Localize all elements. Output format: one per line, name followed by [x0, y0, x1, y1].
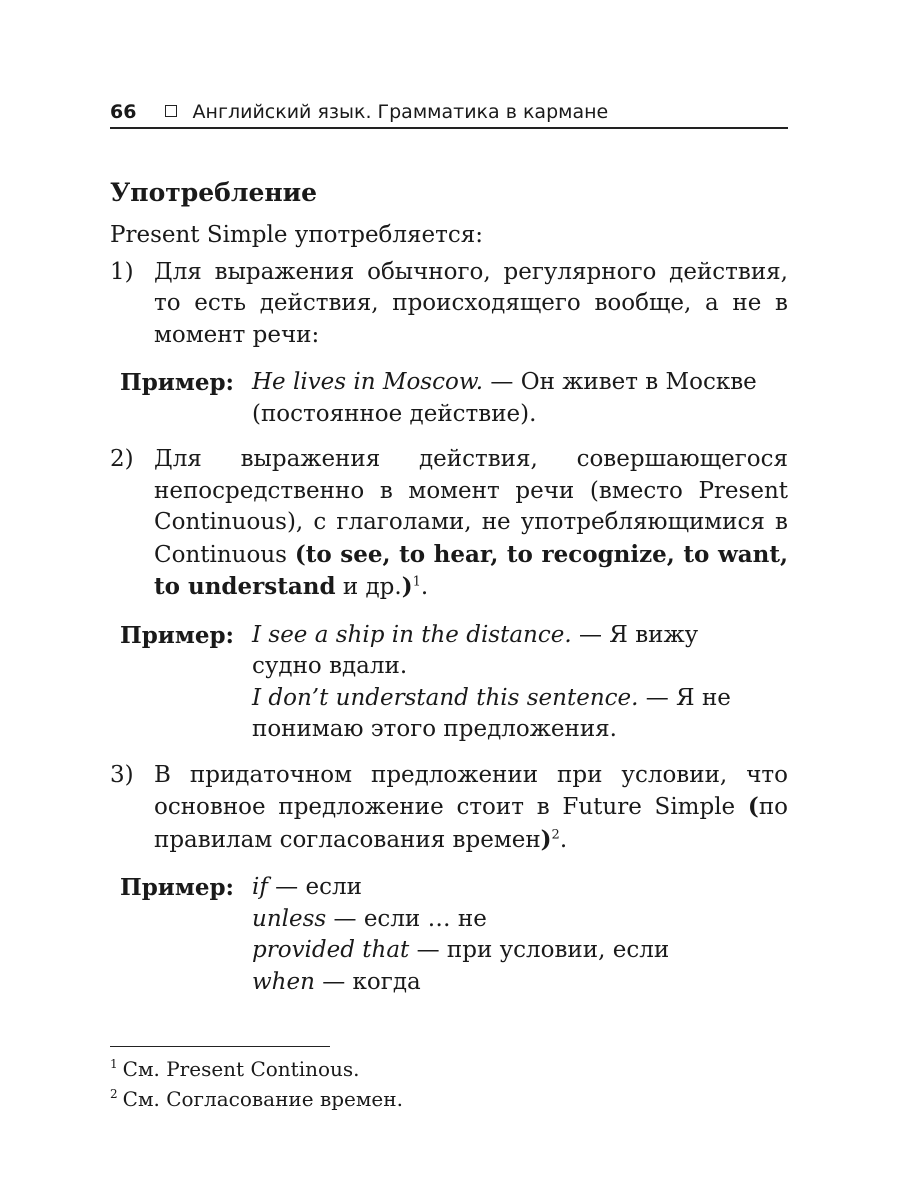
example-block — [120, 872, 788, 998]
item-bold-paren: ( — [747, 793, 759, 820]
example-translation: — Я вижу — [571, 621, 699, 648]
footnote-ref: 1 — [412, 574, 421, 590]
list-item-number: 3) — [110, 761, 134, 788]
example-lines — [252, 872, 788, 998]
example-english: I don’t understand this sentence. — [252, 684, 639, 711]
footnote — [110, 1054, 788, 1084]
example-line — [252, 651, 788, 683]
example-translation: — если … не — [326, 905, 487, 932]
example-translation: понимаю этого предложения. — [252, 716, 617, 742]
example-label: Пример: — [120, 621, 235, 649]
book-title: Английский язык. Грамматика в кармане — [192, 101, 609, 123]
item-text-part: по правилам согласования времен — [154, 794, 788, 853]
example-translation: судно вдали. — [252, 653, 408, 679]
item-bold-paren: ) — [540, 825, 552, 853]
example-line — [252, 620, 788, 652]
item-text-part: В придаточном предложении при условии, что основное предложение стоит в Future Simple — [154, 761, 788, 820]
footnote-text: См. Согласование времен. — [122, 1087, 403, 1111]
example-translation: (постоянное действие). — [252, 400, 537, 427]
example-english: I see a ship in the distance. — [252, 621, 572, 648]
list-item — [110, 760, 788, 857]
example-translation: — когда — [314, 968, 421, 995]
example-english: He lives in Moscow. — [252, 369, 484, 395]
example-english: provided that — [252, 937, 410, 963]
list-item-text: Для выражения обычного, регулярного действия, то есть действия, происходящего вообще, а не в момент речи: — [154, 258, 788, 348]
item-text-part: . — [420, 574, 429, 600]
footnote-mark: 1 — [110, 1057, 118, 1072]
page-number: 66 — [110, 101, 137, 123]
example-line — [252, 935, 788, 967]
item-text-part: . — [559, 826, 568, 853]
footnotes — [110, 1054, 788, 1114]
footnote-mark: 2 — [110, 1087, 118, 1102]
example-line — [252, 904, 788, 936]
item-bold-paren: ) — [401, 573, 413, 600]
example-line — [252, 872, 788, 904]
example-line — [252, 967, 788, 999]
page-body — [110, 176, 788, 1012]
example-translation: — Я не — [638, 684, 731, 711]
example-english: unless — [252, 905, 327, 932]
example-line — [252, 683, 788, 715]
example-english: if — [252, 874, 268, 900]
section-intro: Present Simple употребляется: — [110, 222, 483, 248]
example-label: Пример: — [120, 874, 235, 901]
footnote-text: См. Present Continous. — [122, 1057, 360, 1081]
example-lines — [252, 367, 788, 430]
example-line — [252, 367, 788, 399]
list-item-number: 1) — [110, 258, 134, 285]
footnote-ref: 2 — [551, 826, 560, 842]
example-translation: — Он живет в Москве — [483, 369, 757, 395]
example-line — [252, 714, 788, 746]
item-bold-verbs: (to see, to hear, to recognize, to want, to understand — [154, 540, 788, 600]
example-lines — [252, 620, 788, 746]
list-item-text — [154, 760, 788, 857]
item-text-part: Для выражения действия, совершающегося непосредственно в момент речи (вместо Present Continuous), с глаголами, не употребляющимися в Continuous — [154, 446, 788, 568]
example-line — [252, 399, 788, 431]
list-item-number: 2) — [110, 446, 134, 472]
section-title: Употребление — [110, 178, 318, 207]
list-item-text — [154, 444, 788, 604]
example-translation: — если — [267, 874, 362, 900]
list-item — [110, 257, 788, 352]
footnote-divider — [110, 1046, 330, 1047]
square-bullet-icon — [165, 105, 177, 117]
list-item — [110, 444, 788, 604]
example-english: when — [252, 968, 315, 995]
running-header — [110, 100, 788, 129]
footnote — [110, 1084, 788, 1114]
example-block — [120, 620, 788, 746]
example-label: Пример: — [120, 369, 235, 396]
item-text-part: и др. — [335, 574, 402, 600]
example-block — [120, 367, 788, 430]
example-translation: — при условии, если — [409, 937, 670, 963]
